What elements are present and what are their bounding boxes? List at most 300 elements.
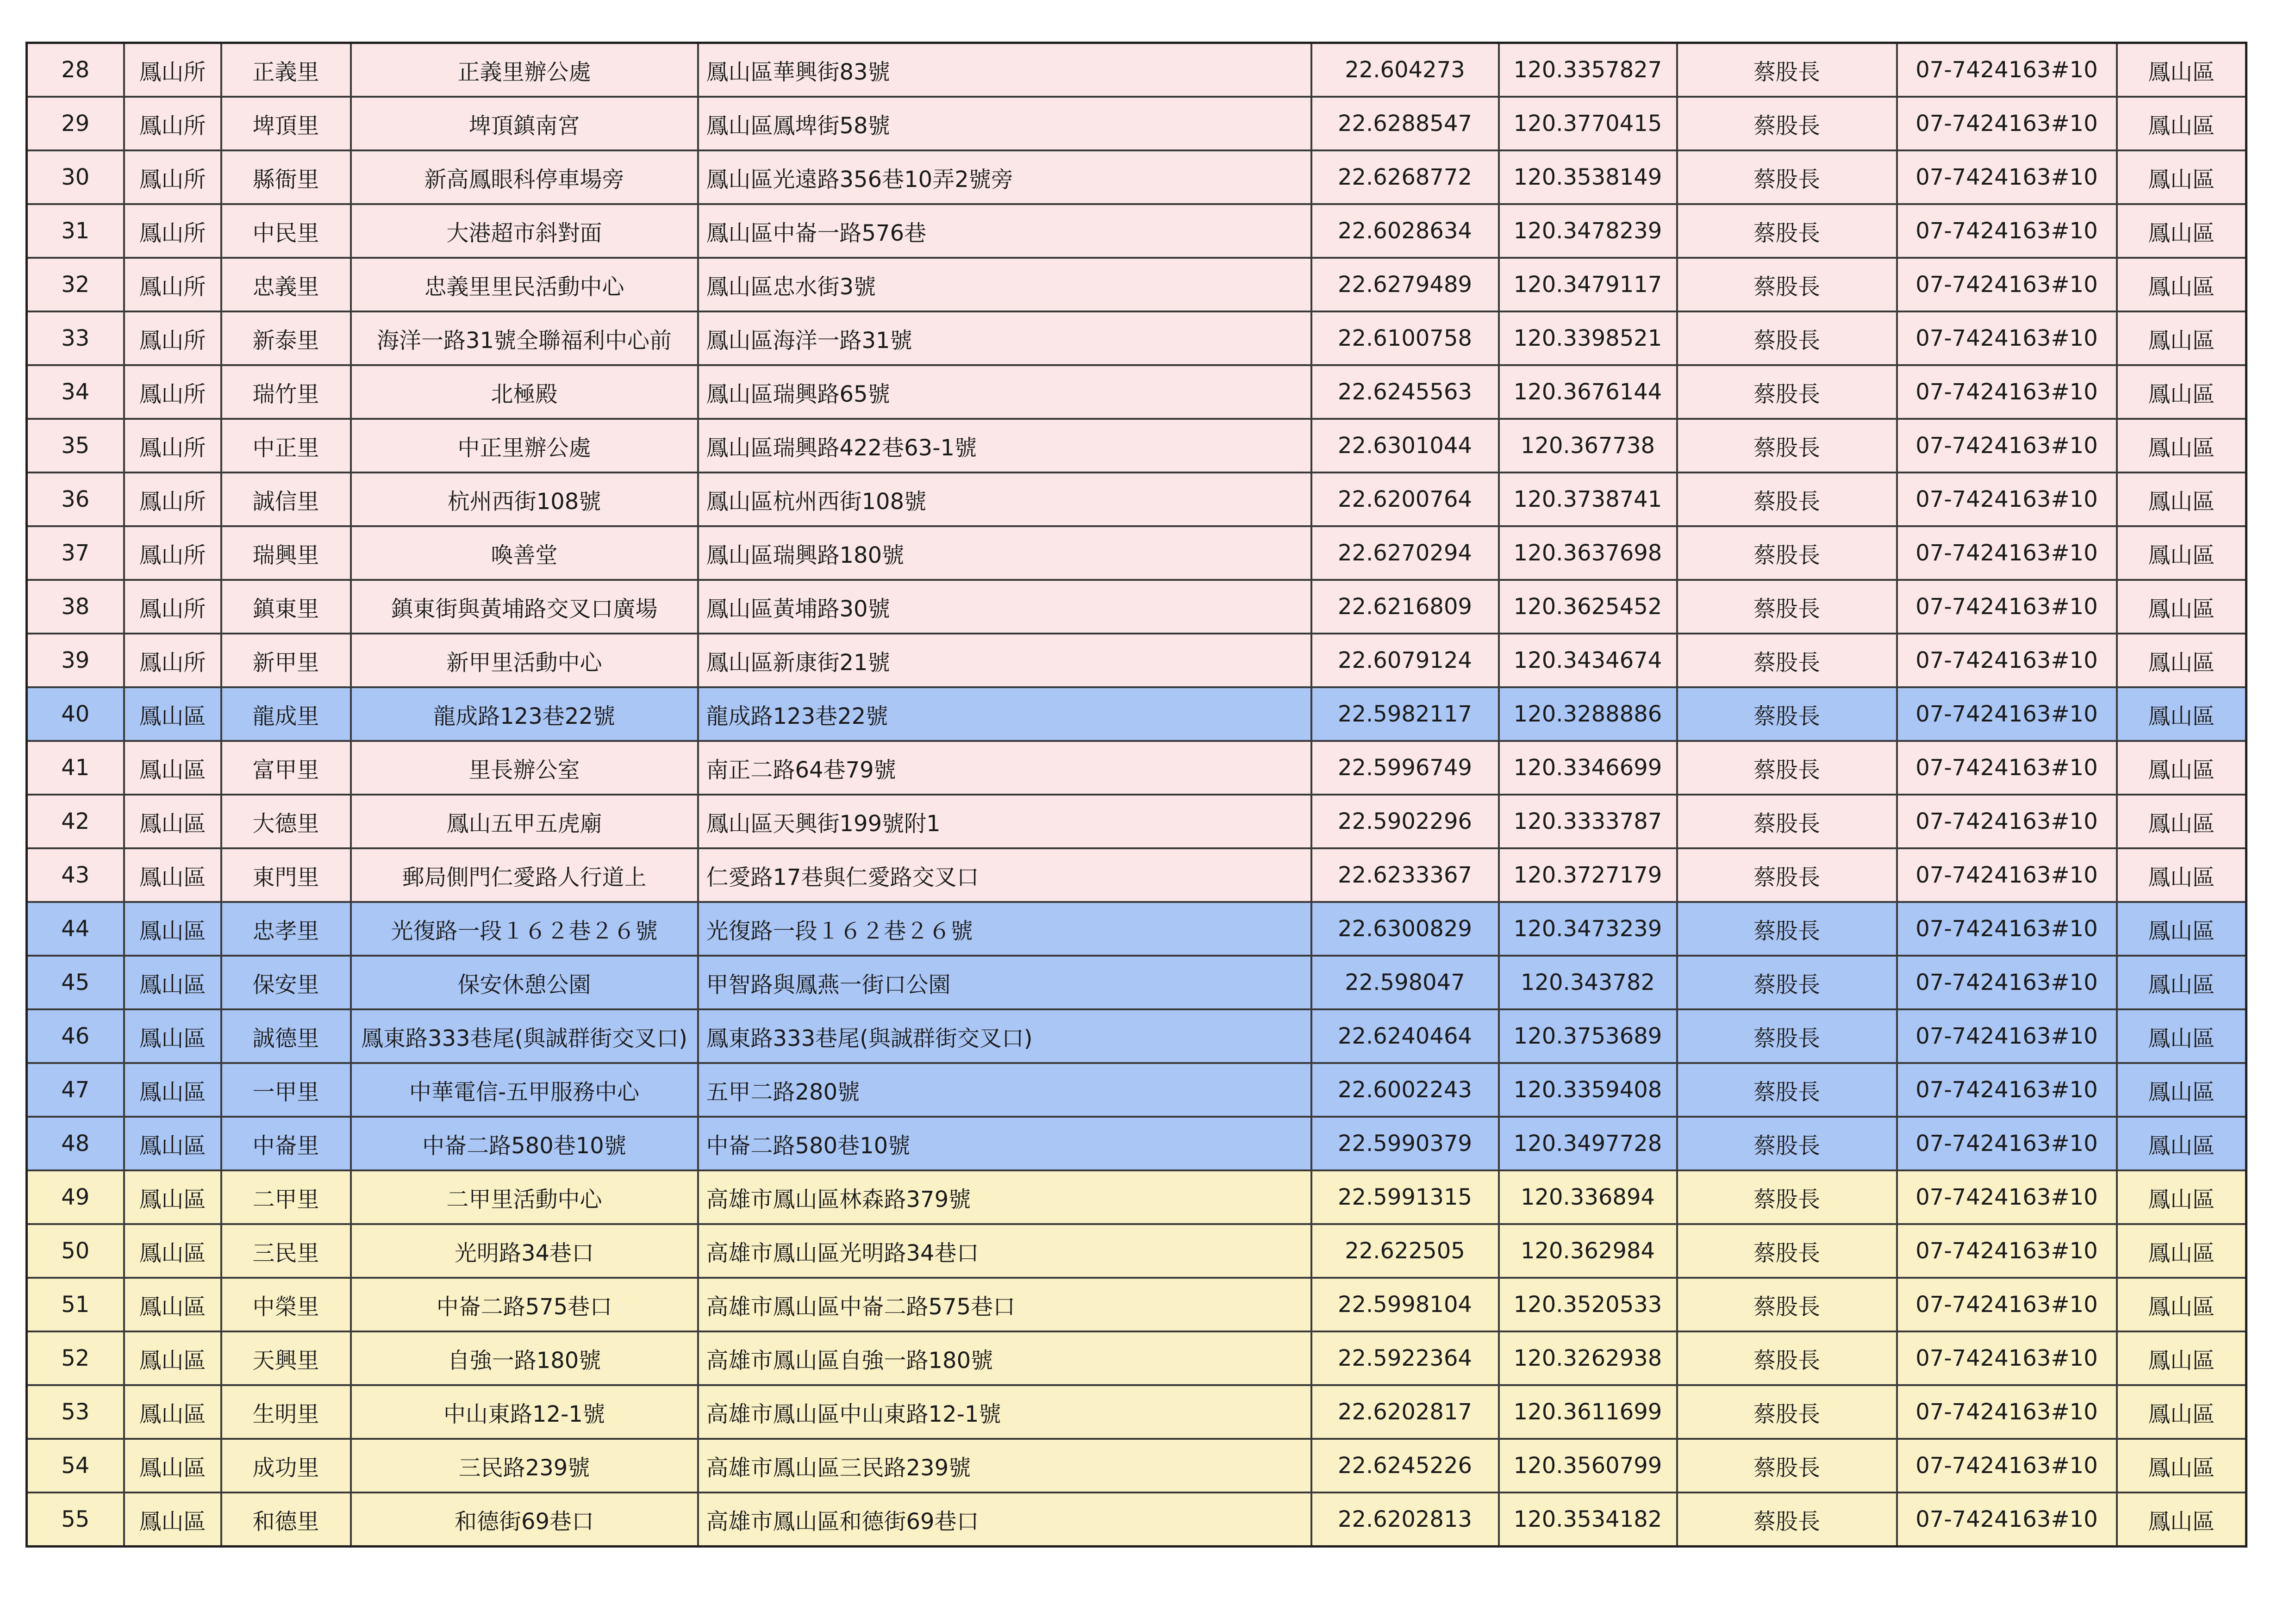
village-cell: 三民里 [221, 1224, 351, 1278]
table-row [27, 741, 2246, 795]
district-cell: 鳳山區 [2117, 1439, 2246, 1492]
phone-cell: 07-7424163#10 [1897, 419, 2117, 473]
table-row [27, 311, 2246, 365]
table-row [27, 526, 2246, 580]
table-row [27, 43, 2246, 97]
table-row [27, 1439, 2246, 1492]
contact-cell: 蔡股長 [1677, 1224, 1897, 1278]
document-sheet [25, 42, 2245, 1548]
row-number: 38 [27, 580, 124, 634]
latitude-cell: 22.6200764 [1311, 473, 1499, 526]
address-cell: 高雄市鳳山區林森路379號 [698, 1170, 1311, 1224]
table-row [27, 580, 2246, 634]
phone-cell: 07-7424163#10 [1897, 1385, 2117, 1439]
contact-cell: 蔡股長 [1677, 43, 1897, 97]
row-number: 54 [27, 1439, 124, 1492]
phone-cell: 07-7424163#10 [1897, 1224, 2117, 1278]
longitude-cell: 120.3398521 [1499, 311, 1677, 365]
district-cell: 鳳山區 [2117, 580, 2246, 634]
latitude-cell: 22.6288547 [1311, 97, 1499, 150]
site-name-cell: 大港超市斜對面 [351, 204, 698, 258]
village-cell: 新泰里 [221, 311, 351, 365]
latitude-cell: 22.6202817 [1311, 1385, 1499, 1439]
site-name-cell: 忠義里里民活動中心 [351, 258, 698, 311]
longitude-cell: 120.3637698 [1499, 526, 1677, 580]
address-cell: 鳳山區海洋一路31號 [698, 311, 1311, 365]
site-name-cell: 中崙二路575巷口 [351, 1278, 698, 1331]
longitude-cell: 120.3753689 [1499, 1009, 1677, 1063]
district-cell: 鳳山區 [2117, 43, 2246, 97]
row-number: 30 [27, 150, 124, 204]
district-cell: 鳳山區 [2117, 1385, 2246, 1439]
phone-cell: 07-7424163#10 [1897, 204, 2117, 258]
phone-cell: 07-7424163#10 [1897, 150, 2117, 204]
latitude-cell: 22.5991315 [1311, 1170, 1499, 1224]
district-cell: 鳳山區 [2117, 956, 2246, 1009]
phone-cell: 07-7424163#10 [1897, 1009, 2117, 1063]
phone-cell: 07-7424163#10 [1897, 1439, 2117, 1492]
latitude-cell: 22.598047 [1311, 956, 1499, 1009]
site-name-cell: 鳳東路333巷尾(與誠群街交叉口) [351, 1009, 698, 1063]
table-row [27, 687, 2246, 741]
district-cell: 鳳山區 [2117, 311, 2246, 365]
facility-table [25, 42, 2247, 1548]
longitude-cell: 120.3478239 [1499, 204, 1677, 258]
contact-cell: 蔡股長 [1677, 1331, 1897, 1385]
unit-cell: 鳳山所 [124, 526, 221, 580]
site-name-cell: 光明路34巷口 [351, 1224, 698, 1278]
row-number: 47 [27, 1063, 124, 1117]
village-cell: 天興里 [221, 1331, 351, 1385]
contact-cell: 蔡股長 [1677, 634, 1897, 687]
unit-cell: 鳳山所 [124, 258, 221, 311]
address-cell: 五甲二路280號 [698, 1063, 1311, 1117]
table-row [27, 1117, 2246, 1170]
district-cell: 鳳山區 [2117, 204, 2246, 258]
contact-cell: 蔡股長 [1677, 365, 1897, 419]
table-row [27, 1063, 2246, 1117]
latitude-cell: 22.6270294 [1311, 526, 1499, 580]
latitude-cell: 22.6002243 [1311, 1063, 1499, 1117]
longitude-cell: 120.3727179 [1499, 848, 1677, 902]
site-name-cell: 自強一路180號 [351, 1331, 698, 1385]
longitude-cell: 120.3625452 [1499, 580, 1677, 634]
district-cell: 鳳山區 [2117, 1224, 2246, 1278]
unit-cell: 鳳山所 [124, 580, 221, 634]
address-cell: 高雄市鳳山區自強一路180號 [698, 1331, 1311, 1385]
address-cell: 中崙二路580巷10號 [698, 1117, 1311, 1170]
phone-cell: 07-7424163#10 [1897, 1492, 2117, 1547]
latitude-cell: 22.5998104 [1311, 1278, 1499, 1331]
unit-cell: 鳳山區 [124, 1385, 221, 1439]
table-row [27, 1224, 2246, 1278]
site-name-cell: 龍成路123巷22號 [351, 687, 698, 741]
latitude-cell: 22.6245226 [1311, 1439, 1499, 1492]
unit-cell: 鳳山區 [124, 1278, 221, 1331]
phone-cell: 07-7424163#10 [1897, 1170, 2117, 1224]
longitude-cell: 120.3473239 [1499, 902, 1677, 956]
latitude-cell: 22.5990379 [1311, 1117, 1499, 1170]
site-name-cell: 北極殿 [351, 365, 698, 419]
row-number: 34 [27, 365, 124, 419]
row-number: 36 [27, 473, 124, 526]
address-cell: 鳳山區黃埔路30號 [698, 580, 1311, 634]
address-cell: 鳳山區新康街21號 [698, 634, 1311, 687]
address-cell: 高雄市鳳山區中山東路12-1號 [698, 1385, 1311, 1439]
longitude-cell: 120.3538149 [1499, 150, 1677, 204]
village-cell: 東門里 [221, 848, 351, 902]
district-cell: 鳳山區 [2117, 1170, 2246, 1224]
site-name-cell: 正義里辦公處 [351, 43, 698, 97]
district-cell: 鳳山區 [2117, 687, 2246, 741]
table-row [27, 902, 2246, 956]
district-cell: 鳳山區 [2117, 365, 2246, 419]
site-name-cell: 杭州西街108號 [351, 473, 698, 526]
district-cell: 鳳山區 [2117, 258, 2246, 311]
contact-cell: 蔡股長 [1677, 473, 1897, 526]
unit-cell: 鳳山區 [124, 741, 221, 795]
district-cell: 鳳山區 [2117, 741, 2246, 795]
village-cell: 一甲里 [221, 1063, 351, 1117]
district-cell: 鳳山區 [2117, 795, 2246, 848]
longitude-cell: 120.3770415 [1499, 97, 1677, 150]
longitude-cell: 120.3479117 [1499, 258, 1677, 311]
village-cell: 瑞竹里 [221, 365, 351, 419]
phone-cell: 07-7424163#10 [1897, 258, 2117, 311]
site-name-cell: 新甲里活動中心 [351, 634, 698, 687]
site-name-cell: 保安休憩公園 [351, 956, 698, 1009]
address-cell: 甲智路與鳳燕一街口公園 [698, 956, 1311, 1009]
district-cell: 鳳山區 [2117, 634, 2246, 687]
site-name-cell: 埤頂鎮南宮 [351, 97, 698, 150]
table-row [27, 204, 2246, 258]
table-row [27, 1170, 2246, 1224]
table-row [27, 848, 2246, 902]
phone-cell: 07-7424163#10 [1897, 634, 2117, 687]
unit-cell: 鳳山區 [124, 1224, 221, 1278]
address-cell: 鳳山區鳳埤街58號 [698, 97, 1311, 150]
phone-cell: 07-7424163#10 [1897, 1278, 2117, 1331]
phone-cell: 07-7424163#10 [1897, 311, 2117, 365]
longitude-cell: 120.3262938 [1499, 1331, 1677, 1385]
unit-cell: 鳳山區 [124, 848, 221, 902]
contact-cell: 蔡股長 [1677, 956, 1897, 1009]
unit-cell: 鳳山區 [124, 1331, 221, 1385]
district-cell: 鳳山區 [2117, 150, 2246, 204]
latitude-cell: 22.6300829 [1311, 902, 1499, 956]
site-name-cell: 三民路239號 [351, 1439, 698, 1492]
district-cell: 鳳山區 [2117, 902, 2246, 956]
address-cell: 鳳山區瑞興路65號 [698, 365, 1311, 419]
unit-cell: 鳳山所 [124, 311, 221, 365]
district-cell: 鳳山區 [2117, 1063, 2246, 1117]
contact-cell: 蔡股長 [1677, 1063, 1897, 1117]
row-number: 45 [27, 956, 124, 1009]
village-cell: 正義里 [221, 43, 351, 97]
site-name-cell: 中正里辦公處 [351, 419, 698, 473]
row-number: 41 [27, 741, 124, 795]
longitude-cell: 120.3333787 [1499, 795, 1677, 848]
row-number: 39 [27, 634, 124, 687]
village-cell: 二甲里 [221, 1170, 351, 1224]
unit-cell: 鳳山所 [124, 204, 221, 258]
unit-cell: 鳳山所 [124, 473, 221, 526]
site-name-cell: 中華電信-五甲服務中心 [351, 1063, 698, 1117]
latitude-cell: 22.622505 [1311, 1224, 1499, 1278]
unit-cell: 鳳山區 [124, 956, 221, 1009]
phone-cell: 07-7424163#10 [1897, 580, 2117, 634]
latitude-cell: 22.6233367 [1311, 848, 1499, 902]
table-row [27, 258, 2246, 311]
row-number: 29 [27, 97, 124, 150]
latitude-cell: 22.6100758 [1311, 311, 1499, 365]
contact-cell: 蔡股長 [1677, 97, 1897, 150]
contact-cell: 蔡股長 [1677, 204, 1897, 258]
longitude-cell: 120.336894 [1499, 1170, 1677, 1224]
table-row [27, 1278, 2246, 1331]
village-cell: 縣衙里 [221, 150, 351, 204]
village-cell: 中民里 [221, 204, 351, 258]
longitude-cell: 120.3357827 [1499, 43, 1677, 97]
site-name-cell: 中崙二路580巷10號 [351, 1117, 698, 1170]
district-cell: 鳳山區 [2117, 473, 2246, 526]
table-row [27, 1009, 2246, 1063]
village-cell: 生明里 [221, 1385, 351, 1439]
contact-cell: 蔡股長 [1677, 1117, 1897, 1170]
latitude-cell: 22.6279489 [1311, 258, 1499, 311]
longitude-cell: 120.3520533 [1499, 1278, 1677, 1331]
address-cell: 鳳山區忠水街3號 [698, 258, 1311, 311]
longitude-cell: 120.3560799 [1499, 1439, 1677, 1492]
address-cell: 高雄市鳳山區光明路34巷口 [698, 1224, 1311, 1278]
phone-cell: 07-7424163#10 [1897, 687, 2117, 741]
contact-cell: 蔡股長 [1677, 741, 1897, 795]
table-row [27, 634, 2246, 687]
address-cell: 高雄市鳳山區和德街69巷口 [698, 1492, 1311, 1547]
address-cell: 鳳山區華興街83號 [698, 43, 1311, 97]
table-row [27, 956, 2246, 1009]
village-cell: 中崙里 [221, 1117, 351, 1170]
unit-cell: 鳳山區 [124, 795, 221, 848]
row-number: 40 [27, 687, 124, 741]
unit-cell: 鳳山所 [124, 634, 221, 687]
contact-cell: 蔡股長 [1677, 687, 1897, 741]
row-number: 49 [27, 1170, 124, 1224]
contact-cell: 蔡股長 [1677, 311, 1897, 365]
contact-cell: 蔡股長 [1677, 902, 1897, 956]
unit-cell: 鳳山區 [124, 1492, 221, 1547]
longitude-cell: 120.3288886 [1499, 687, 1677, 741]
latitude-cell: 22.6202813 [1311, 1492, 1499, 1547]
village-cell: 埤頂里 [221, 97, 351, 150]
longitude-cell: 120.362984 [1499, 1224, 1677, 1278]
district-cell: 鳳山區 [2117, 526, 2246, 580]
unit-cell: 鳳山所 [124, 365, 221, 419]
phone-cell: 07-7424163#10 [1897, 956, 2117, 1009]
table-row [27, 1492, 2246, 1547]
row-number: 51 [27, 1278, 124, 1331]
village-cell: 鎮東里 [221, 580, 351, 634]
latitude-cell: 22.604273 [1311, 43, 1499, 97]
table-row [27, 1385, 2246, 1439]
phone-cell: 07-7424163#10 [1897, 741, 2117, 795]
latitude-cell: 22.5922364 [1311, 1331, 1499, 1385]
contact-cell: 蔡股長 [1677, 258, 1897, 311]
latitude-cell: 22.5982117 [1311, 687, 1499, 741]
row-number: 46 [27, 1009, 124, 1063]
longitude-cell: 120.3497728 [1499, 1117, 1677, 1170]
table-row [27, 1331, 2246, 1385]
phone-cell: 07-7424163#10 [1897, 473, 2117, 526]
unit-cell: 鳳山區 [124, 1009, 221, 1063]
district-cell: 鳳山區 [2117, 1331, 2246, 1385]
site-name-cell: 鎮東街與黃埔路交叉口廣場 [351, 580, 698, 634]
phone-cell: 07-7424163#10 [1897, 795, 2117, 848]
unit-cell: 鳳山區 [124, 1117, 221, 1170]
village-cell: 成功里 [221, 1439, 351, 1492]
row-number: 31 [27, 204, 124, 258]
unit-cell: 鳳山區 [124, 687, 221, 741]
phone-cell: 07-7424163#10 [1897, 1117, 2117, 1170]
table-row [27, 419, 2246, 473]
latitude-cell: 22.5996749 [1311, 741, 1499, 795]
latitude-cell: 22.6216809 [1311, 580, 1499, 634]
village-cell: 龍成里 [221, 687, 351, 741]
latitude-cell: 22.6028634 [1311, 204, 1499, 258]
row-number: 50 [27, 1224, 124, 1278]
latitude-cell: 22.6079124 [1311, 634, 1499, 687]
village-cell: 富甲里 [221, 741, 351, 795]
contact-cell: 蔡股長 [1677, 1385, 1897, 1439]
contact-cell: 蔡股長 [1677, 848, 1897, 902]
phone-cell: 07-7424163#10 [1897, 902, 2117, 956]
district-cell: 鳳山區 [2117, 419, 2246, 473]
latitude-cell: 22.5902296 [1311, 795, 1499, 848]
address-cell: 鳳山區瑞興路422巷63-1號 [698, 419, 1311, 473]
site-name-cell: 二甲里活動中心 [351, 1170, 698, 1224]
site-name-cell: 中山東路12-1號 [351, 1385, 698, 1439]
address-cell: 鳳山區天興街199號附1 [698, 795, 1311, 848]
district-cell: 鳳山區 [2117, 1492, 2246, 1547]
contact-cell: 蔡股長 [1677, 1170, 1897, 1224]
table-row [27, 97, 2246, 150]
contact-cell: 蔡股長 [1677, 1492, 1897, 1547]
contact-cell: 蔡股長 [1677, 1278, 1897, 1331]
village-cell: 保安里 [221, 956, 351, 1009]
village-cell: 誠德里 [221, 1009, 351, 1063]
site-name-cell: 里長辦公室 [351, 741, 698, 795]
row-number: 44 [27, 902, 124, 956]
district-cell: 鳳山區 [2117, 97, 2246, 150]
village-cell: 大德里 [221, 795, 351, 848]
district-cell: 鳳山區 [2117, 1117, 2246, 1170]
address-cell: 鳳山區瑞興路180號 [698, 526, 1311, 580]
site-name-cell: 新高鳳眼科停車場旁 [351, 150, 698, 204]
phone-cell: 07-7424163#10 [1897, 526, 2117, 580]
row-number: 55 [27, 1492, 124, 1547]
longitude-cell: 120.3346699 [1499, 741, 1677, 795]
longitude-cell: 120.3434674 [1499, 634, 1677, 687]
site-name-cell: 鳳山五甲五虎廟 [351, 795, 698, 848]
longitude-cell: 120.3359408 [1499, 1063, 1677, 1117]
village-cell: 忠孝里 [221, 902, 351, 956]
phone-cell: 07-7424163#10 [1897, 1063, 2117, 1117]
address-cell: 高雄市鳳山區三民路239號 [698, 1439, 1311, 1492]
unit-cell: 鳳山區 [124, 1170, 221, 1224]
row-number: 53 [27, 1385, 124, 1439]
row-number: 32 [27, 258, 124, 311]
contact-cell: 蔡股長 [1677, 1009, 1897, 1063]
address-cell: 南正二路64巷79號 [698, 741, 1311, 795]
unit-cell: 鳳山所 [124, 150, 221, 204]
contact-cell: 蔡股長 [1677, 526, 1897, 580]
address-cell: 鳳山區杭州西街108號 [698, 473, 1311, 526]
village-cell: 新甲里 [221, 634, 351, 687]
row-number: 28 [27, 43, 124, 97]
row-number: 37 [27, 526, 124, 580]
longitude-cell: 120.343782 [1499, 956, 1677, 1009]
row-number: 42 [27, 795, 124, 848]
phone-cell: 07-7424163#10 [1897, 97, 2117, 150]
longitude-cell: 120.3738741 [1499, 473, 1677, 526]
longitude-cell: 120.3534182 [1499, 1492, 1677, 1547]
table-row [27, 473, 2246, 526]
phone-cell: 07-7424163#10 [1897, 43, 2117, 97]
district-cell: 鳳山區 [2117, 1009, 2246, 1063]
village-cell: 誠信里 [221, 473, 351, 526]
contact-cell: 蔡股長 [1677, 1439, 1897, 1492]
phone-cell: 07-7424163#10 [1897, 365, 2117, 419]
row-number: 48 [27, 1117, 124, 1170]
table-row [27, 150, 2246, 204]
latitude-cell: 22.6301044 [1311, 419, 1499, 473]
contact-cell: 蔡股長 [1677, 150, 1897, 204]
unit-cell: 鳳山區 [124, 902, 221, 956]
contact-cell: 蔡股長 [1677, 580, 1897, 634]
row-number: 52 [27, 1331, 124, 1385]
table-row [27, 365, 2246, 419]
district-cell: 鳳山區 [2117, 848, 2246, 902]
site-name-cell: 郵局側門仁愛路人行道上 [351, 848, 698, 902]
row-number: 33 [27, 311, 124, 365]
latitude-cell: 22.6240464 [1311, 1009, 1499, 1063]
contact-cell: 蔡股長 [1677, 795, 1897, 848]
village-cell: 中正里 [221, 419, 351, 473]
contact-cell: 蔡股長 [1677, 419, 1897, 473]
district-cell: 鳳山區 [2117, 1278, 2246, 1331]
village-cell: 中榮里 [221, 1278, 351, 1331]
unit-cell: 鳳山所 [124, 97, 221, 150]
site-name-cell: 海洋一路31號全聯福利中心前 [351, 311, 698, 365]
row-number: 35 [27, 419, 124, 473]
phone-cell: 07-7424163#10 [1897, 1331, 2117, 1385]
site-name-cell: 喚善堂 [351, 526, 698, 580]
latitude-cell: 22.6268772 [1311, 150, 1499, 204]
village-cell: 忠義里 [221, 258, 351, 311]
table-body [27, 43, 2246, 1547]
unit-cell: 鳳山所 [124, 43, 221, 97]
unit-cell: 鳳山區 [124, 1439, 221, 1492]
address-cell: 龍成路123巷22號 [698, 687, 1311, 741]
row-number: 43 [27, 848, 124, 902]
unit-cell: 鳳山所 [124, 419, 221, 473]
site-name-cell: 和德街69巷口 [351, 1492, 698, 1547]
address-cell: 仁愛路17巷與仁愛路交叉口 [698, 848, 1311, 902]
address-cell: 鳳東路333巷尾(與誠群街交叉口) [698, 1009, 1311, 1063]
longitude-cell: 120.3676144 [1499, 365, 1677, 419]
address-cell: 高雄市鳳山區中崙二路575巷口 [698, 1278, 1311, 1331]
longitude-cell: 120.367738 [1499, 419, 1677, 473]
